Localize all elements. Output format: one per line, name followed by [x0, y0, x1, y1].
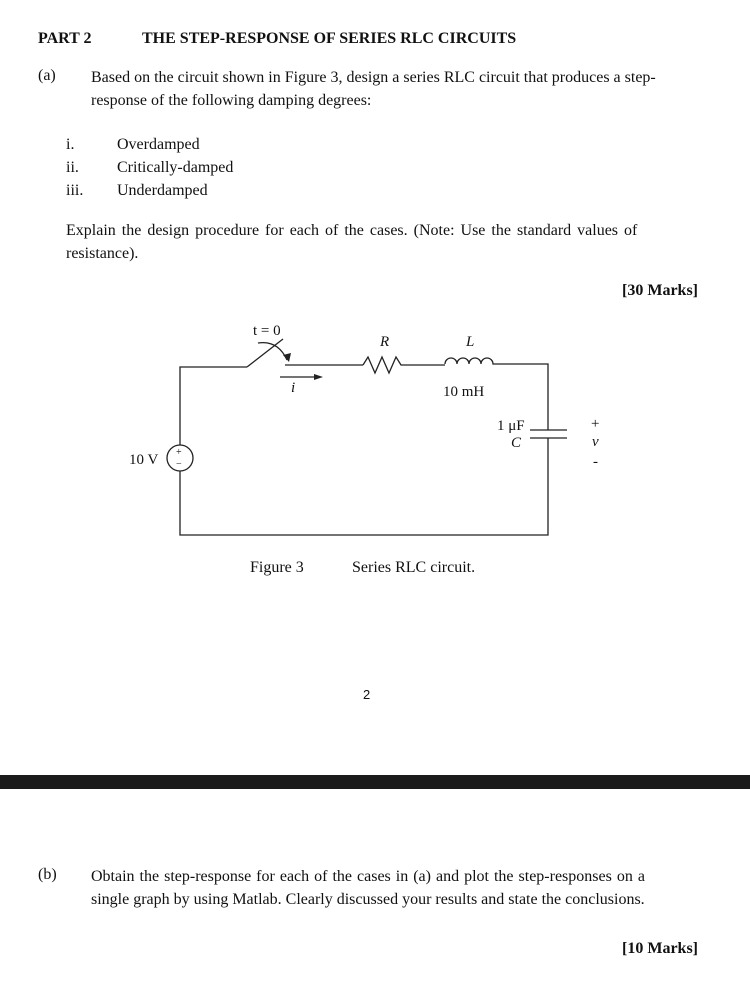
- question-b-line2: single graph by using Matlab. Clearly discussed your results and state the conclusions.: [91, 891, 645, 908]
- question-a-line2: response of the following damping degrees:: [91, 92, 372, 109]
- question-a-label: (a): [38, 67, 56, 84]
- voltage-plus: +: [591, 416, 600, 432]
- capacitor-icon: [530, 430, 567, 438]
- capacitor-value: 1 μF: [497, 418, 525, 434]
- wire-bottom: [180, 438, 548, 535]
- explain-line2: resistance).: [66, 245, 139, 262]
- explain-line1: Explain the design procedure for each of the cases. (Note: Use the standard values of: [66, 222, 638, 239]
- resistor-icon: [363, 357, 445, 373]
- page-number: 2: [363, 687, 371, 702]
- figure-number: Figure 3: [250, 559, 304, 576]
- page-separator: [0, 775, 750, 789]
- question-b-line1: Obtain the step-response for each of the cases in (a) and plot the step-responses on a: [91, 868, 645, 885]
- list-item: Underdamped: [117, 182, 208, 199]
- inductor-label: L: [466, 334, 475, 350]
- inductor-value: 10 mH: [443, 384, 485, 400]
- switch-arrow-arc: [258, 343, 287, 360]
- current-arrowhead: [314, 374, 323, 380]
- switch-label: t = 0: [253, 323, 281, 339]
- resistor-label: R: [380, 334, 390, 350]
- marks-a: [30 Marks]: [622, 282, 698, 299]
- source-plus: +: [176, 447, 182, 458]
- list-item-num: iii.: [66, 182, 84, 199]
- part-title: THE STEP-RESPONSE OF SERIES RLC CIRCUITS: [142, 30, 517, 47]
- source-value: 10 V: [129, 452, 159, 468]
- wire-left-top: [180, 367, 247, 445]
- current-label: i: [291, 380, 296, 396]
- voltage-label: v: [592, 434, 599, 450]
- voltage-minus: -: [593, 454, 598, 470]
- marks-b: [10 Marks]: [622, 940, 698, 957]
- figure-caption: Series RLC circuit.: [352, 559, 476, 576]
- part-label: PART 2: [38, 30, 92, 47]
- list-item-num: i.: [66, 136, 75, 153]
- list-item-num: ii.: [66, 159, 79, 176]
- question-a-line1: Based on the circuit shown in Figure 3, design a series RLC circuit that produces a step-: [91, 69, 656, 86]
- list-item: Critically-damped: [117, 159, 234, 176]
- question-b-text: [91, 865, 701, 911]
- source-minus: −: [176, 459, 182, 470]
- list-item: Overdamped: [117, 136, 200, 153]
- capacitor-label: C: [511, 435, 522, 451]
- question-b-label: (b): [38, 866, 57, 883]
